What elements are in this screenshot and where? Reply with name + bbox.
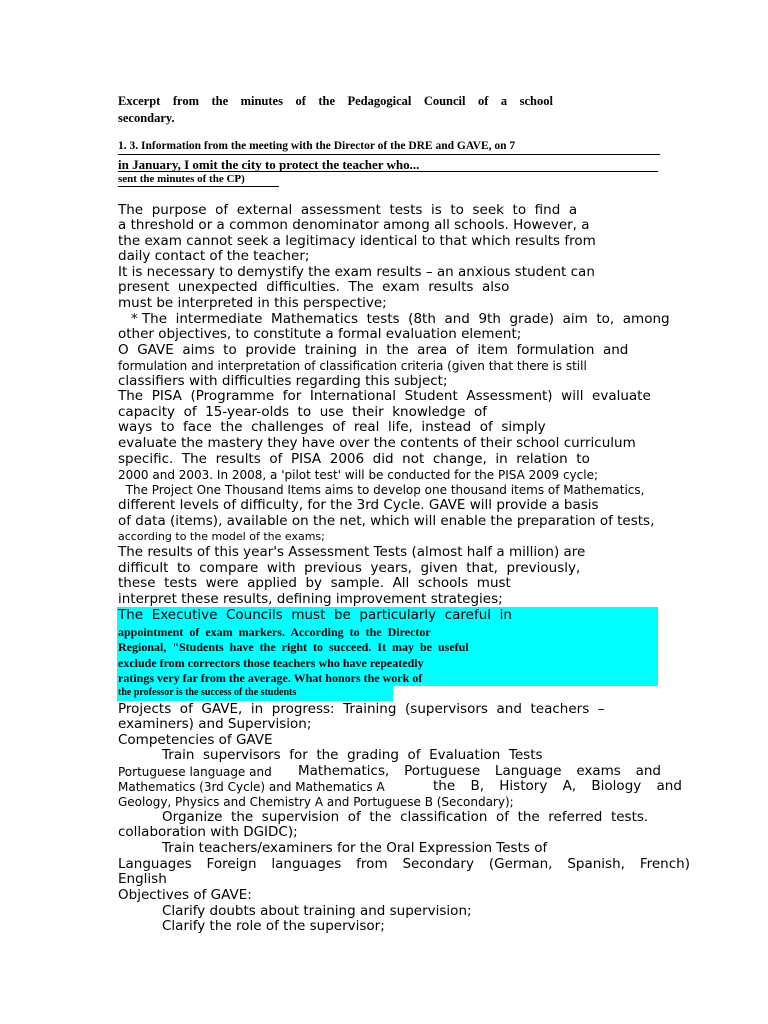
body-line: evaluate the mastery they have over the contents of their school curriculum [118, 435, 636, 451]
word: from [356, 856, 388, 872]
word: Language [494, 763, 562, 779]
word: Portuguese [404, 763, 481, 779]
objectives-heading: Objectives of GAVE: [118, 887, 252, 903]
body-line: daily contact of the teacher; [118, 248, 310, 264]
geology-line: Geology, Physics and Chemistry A and Portuguese B (Secondary); [118, 795, 514, 809]
word: A, [562, 778, 577, 794]
train-supervisors-line: Train supervisors for the grading of Evaluation Tests [162, 747, 543, 763]
title-word: from [172, 94, 199, 108]
projects-line-2: examiners) and Supervision; [118, 716, 312, 732]
mathematics-left: Mathematics (3rd Cycle) and Mathematics A [118, 780, 385, 794]
heading-underline-2 [118, 171, 658, 172]
heading-underline-1 [118, 154, 660, 155]
body-line: ways to face the challenges of real life, instead of simply [118, 419, 546, 435]
section-heading-line-1: 1. 3. Information from the meeting with the Director of the DRE and GAVE, on 7 [118, 140, 516, 152]
competencies-heading: Competencies of GAVE [118, 732, 273, 748]
objective-item: Clarify the role of the supervisor; [162, 918, 385, 934]
body-line: other objectives, to constitute a formal evaluation element; [118, 326, 522, 342]
body-line: different levels of difficulty, for the 3rd Cycle. GAVE will provide a basis [118, 497, 599, 513]
body-line: the exam cannot seek a legitimacy identical to that which results from [118, 233, 596, 249]
body-line: interpret these results, defining improvement strategies; [118, 591, 503, 607]
title-line-1 [118, 95, 553, 108]
title-word: Pedagogical [347, 94, 412, 108]
title-line-2: secondary. [118, 111, 175, 125]
word: B, [470, 778, 484, 794]
languages-line [118, 858, 690, 872]
organize-line: Organize the supervision of the classification of the referred tests. [162, 809, 649, 825]
body-line: a threshold or a common denominator among all schools. However, a [118, 217, 590, 233]
body-line: * The intermediate Mathematics tests (8th and 9th grade) aim to, among [118, 311, 670, 327]
body-line: present unexpected difficulties. The exam results also [118, 279, 510, 295]
body-line: The Project One Thousand Items aims to develop one thousand items of Mathematics, [118, 483, 645, 497]
body-line: formulation and interpretation of classification criteria (given that there is still [118, 359, 587, 373]
word: languages [271, 856, 342, 872]
highlight-line: Regional, "Students have the right to succeed. It may be useful [118, 640, 469, 654]
word: and [656, 778, 682, 794]
body-line: classifiers with difficulties regarding this subject; [118, 373, 448, 389]
objective-item: Clarify doubts about training and supervision; [162, 903, 472, 919]
word: Foreign [206, 856, 257, 872]
word: Spanish, [567, 856, 625, 872]
body-line: O GAVE aims to provide training in the area of item formulation and [118, 342, 629, 358]
body-line: capacity of 15-year-olds to use their knowledge of [118, 404, 487, 420]
title-word: the [318, 94, 335, 108]
portuguese-language-left: Portuguese language and [118, 765, 272, 779]
highlight-line: the professor is the success of the students [118, 687, 297, 698]
word: French) [639, 856, 690, 872]
word: and [635, 763, 661, 779]
collaboration-line: collaboration with DGIDC); [118, 824, 298, 840]
train-oral-line: Train teachers/examiners for the Oral Expression Tests of [162, 840, 548, 856]
highlight-line: ratings very far from the average. What honors the work of [118, 671, 423, 685]
word: Languages [118, 856, 192, 872]
title-word: Excerpt [118, 94, 161, 108]
title-word: of [295, 94, 306, 108]
word: Mathematics, [298, 763, 390, 779]
body-line: of data (items), available on the net, which will enable the preparation of tests, [118, 513, 655, 529]
portuguese-language-right [298, 765, 661, 779]
body-line: specific. The results of PISA 2006 did not change, in relation to [118, 451, 590, 467]
title-word: a [500, 94, 508, 108]
highlight-line: appointment of exam markers. According to the Director [118, 625, 431, 639]
title-word: Council [423, 94, 466, 108]
body-line: 2000 and 2003. In 2008, a 'pilot test' will be conducted for the PISA 2009 cycle; [118, 468, 599, 482]
body-line: The results of this year's Assessment Tests (almost half a million) are [118, 544, 586, 560]
title-word: minutes [240, 94, 283, 108]
body-line: It is necessary to demystify the exam results – an anxious student can [118, 264, 595, 280]
word: exams [576, 763, 621, 779]
word: History [499, 778, 548, 794]
body-line: difficult to compare with previous years, given that, previously, [118, 560, 581, 576]
title-word: of [477, 94, 489, 108]
title-word: school [519, 94, 553, 108]
highlight-line: The Executive Councils must be particularly careful in [118, 607, 512, 623]
mathematics-right [433, 780, 682, 794]
body-line: must be interpreted in this perspective; [118, 295, 387, 311]
section-heading-line-3: sent the minutes of the CP) [118, 173, 245, 185]
word: Secondary [402, 856, 474, 872]
body-line: according to the model of the exams; [118, 530, 325, 543]
word: the [433, 778, 456, 794]
projects-line-1: Projects of GAVE, in progress: Training (supervisors and teachers – [118, 701, 605, 717]
word: (German, [488, 856, 553, 872]
body-line: these tests were applied by sample. All schools must [118, 575, 511, 591]
body-line: The PISA (Programme for International Student Assessment) will evaluate [118, 388, 651, 404]
heading-underline-3 [118, 186, 279, 187]
english-line: English [118, 871, 167, 887]
title-word: the [211, 94, 229, 108]
section-heading-line-2: in January, I omit the city to protect the teacher who... [118, 157, 420, 172]
body-line: The purpose of external assessment tests is to seek to find a [118, 202, 578, 218]
highlight-line: exclude from correctors those teachers who have repeatedly [118, 656, 424, 670]
word: Biology [591, 778, 642, 794]
